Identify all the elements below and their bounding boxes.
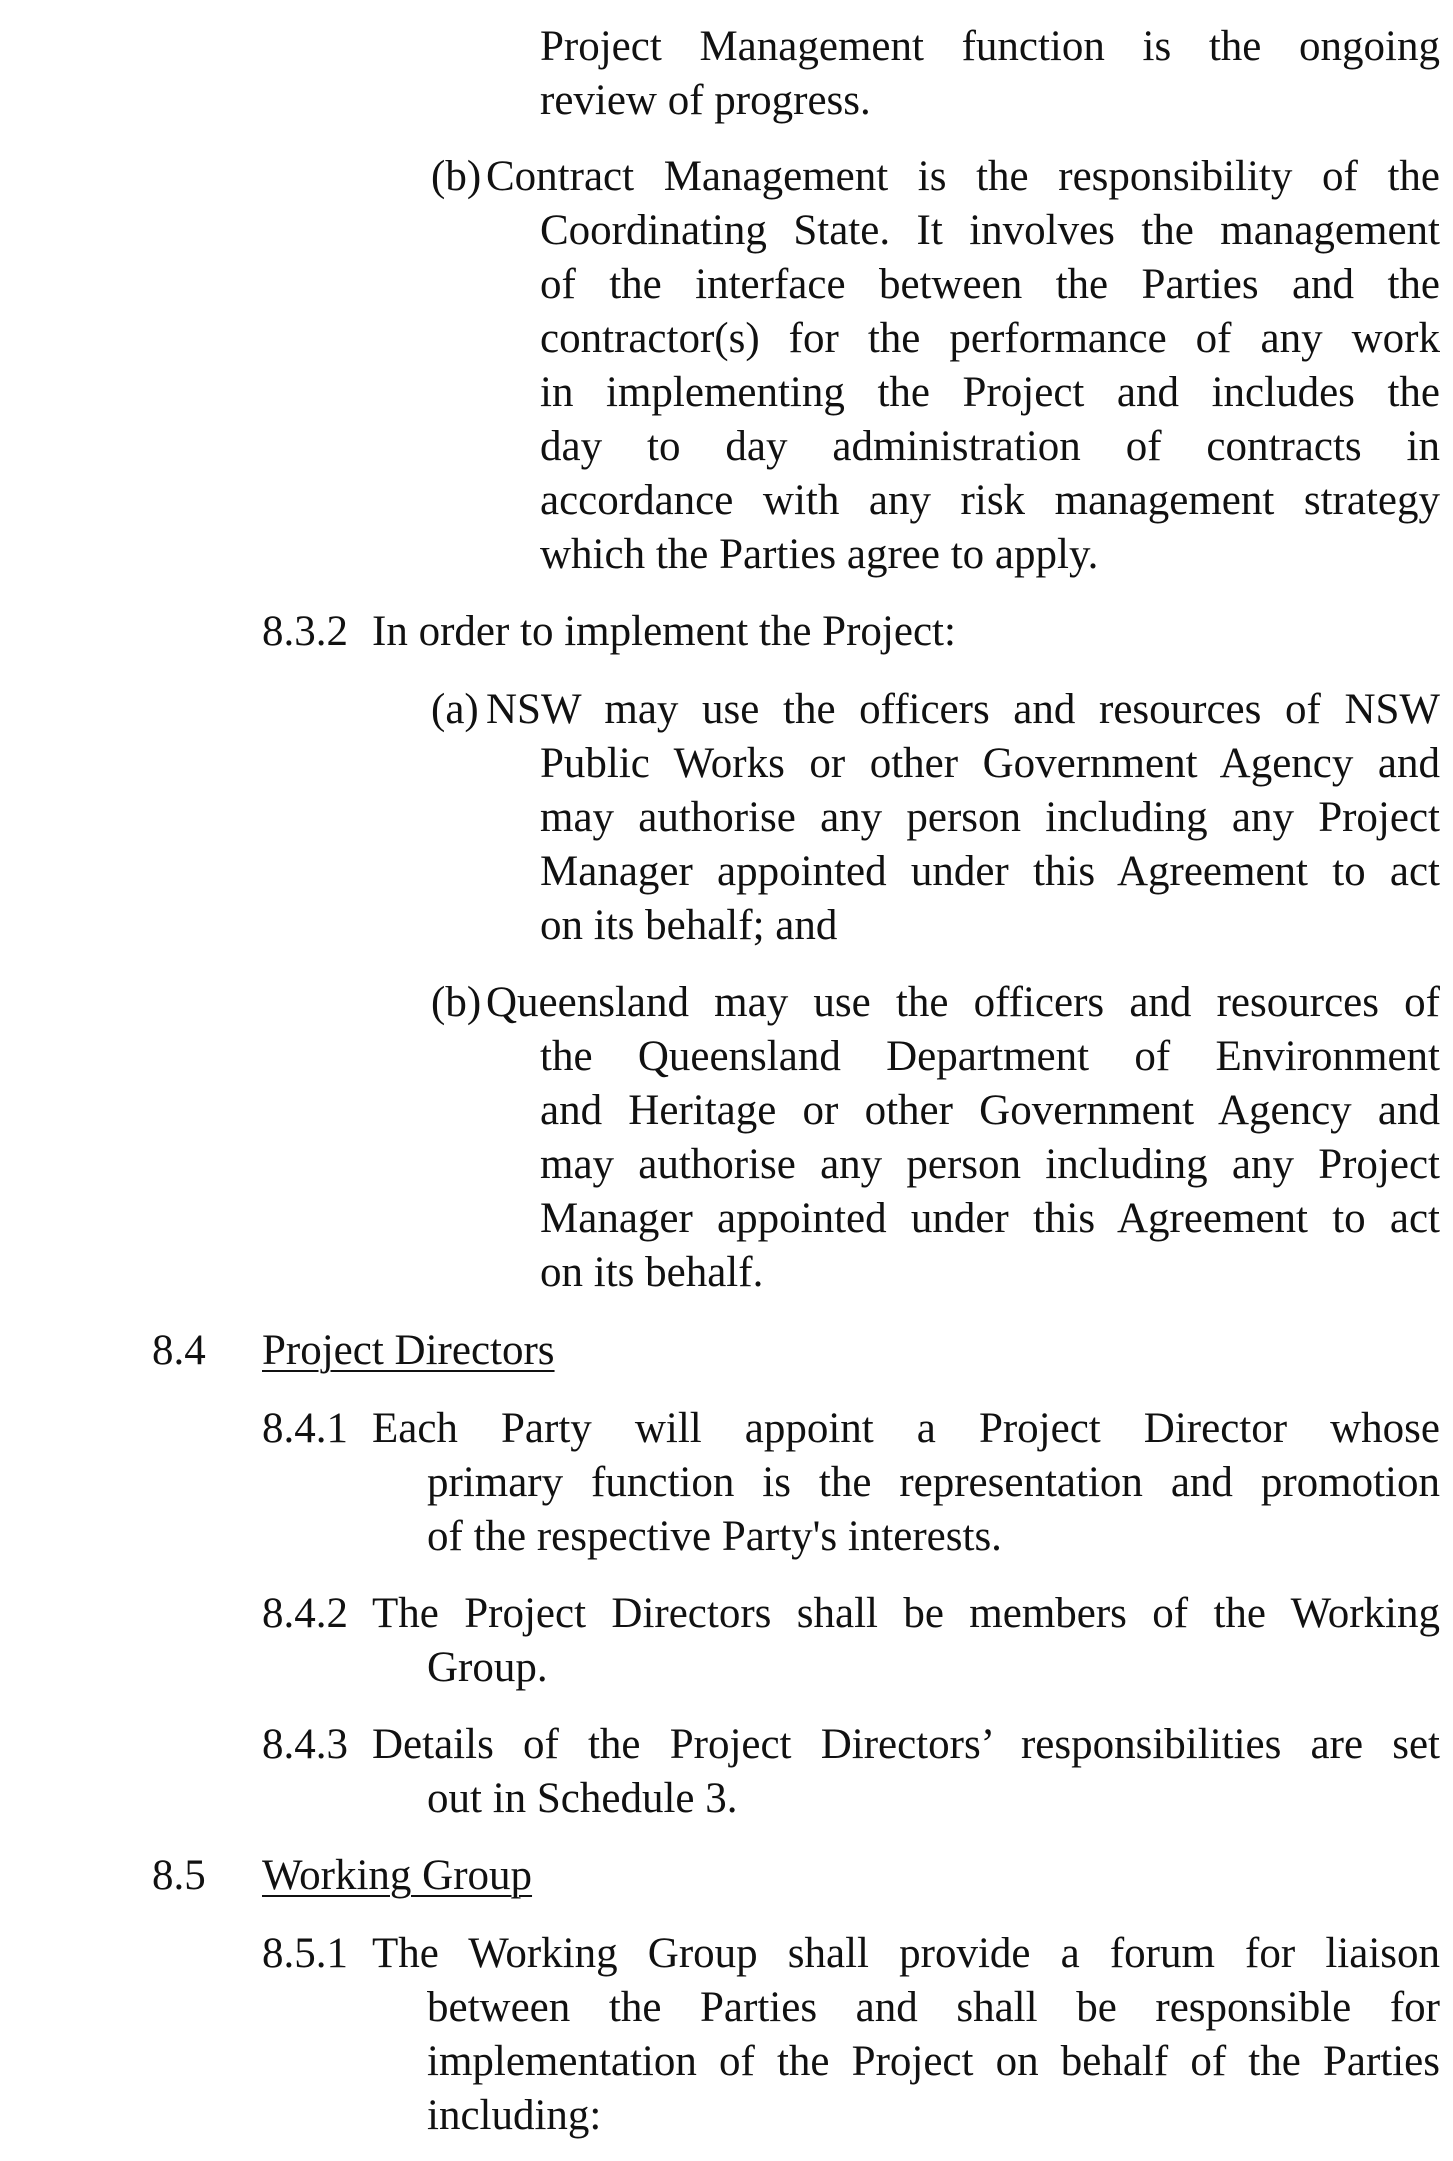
paragraph-line: Each Party will appoint a Project Director whose — [372, 1405, 1440, 1452]
paragraph-line: NSW may use the officers and resources of NSW — [486, 686, 1440, 733]
clause-number: 8.3.2 — [262, 608, 348, 655]
paragraph-line: contractor(s) for the performance of any work — [540, 315, 1440, 362]
item-label: (b) — [431, 153, 482, 200]
paragraph-line: implementation of the Project on behalf of the Parties — [427, 2038, 1440, 2085]
paragraph-line: Details of the Project Directors’ responsibilities are set — [372, 1721, 1440, 1768]
section-heading: Project Directors — [262, 1327, 555, 1374]
paragraph-line: the Queensland Department of Environment — [540, 1033, 1440, 1080]
paragraph-line: primary function is the representation and promotion — [427, 1459, 1440, 1506]
clause-number: 8.5.1 — [262, 1930, 348, 1977]
clause-number: 8.4.1 — [262, 1405, 348, 1452]
paragraph-line: between the Parties and shall be responsible for — [427, 1984, 1440, 2031]
paragraph-line: The Working Group shall provide a forum for liaison — [372, 1930, 1440, 1977]
section-number: 8.4 — [152, 1327, 206, 1374]
clause-text: In order to implement the Project: — [372, 608, 956, 655]
clause-number: 8.4.3 — [262, 1721, 348, 1768]
paragraph-line: Project Management function is the ongoing — [540, 23, 1440, 70]
paragraph-line: Contract Management is the responsibility of the — [486, 153, 1440, 200]
paragraph-line: may authorise any person including any Project — [540, 794, 1440, 841]
paragraph-line: accordance with any risk management strategy — [540, 477, 1440, 524]
paragraph-line: on its behalf. — [540, 1249, 764, 1296]
item-label: (a) — [431, 686, 479, 733]
paragraph-line: and Heritage or other Government Agency and — [540, 1087, 1440, 1134]
paragraph-line: including: — [427, 2092, 602, 2139]
paragraph-line: out in Schedule 3. — [427, 1775, 738, 1822]
paragraph-line: review of progress. — [540, 77, 871, 124]
item-label: (b) — [431, 979, 482, 1026]
paragraph-line: day to day administration of contracts in — [540, 423, 1440, 470]
paragraph-line: in implementing the Project and includes the — [540, 369, 1440, 416]
paragraph-line: The Project Directors shall be members of the Working — [372, 1590, 1440, 1637]
section-heading: Working Group — [262, 1852, 533, 1899]
paragraph-line: may authorise any person including any Project — [540, 1141, 1440, 1188]
section-number: 8.5 — [152, 1852, 206, 1899]
paragraph-line: Manager appointed under this Agreement to act — [540, 1195, 1440, 1242]
paragraph-line: on its behalf; and — [540, 902, 838, 949]
clause-number: 8.4.2 — [262, 1590, 348, 1637]
paragraph-line: Manager appointed under this Agreement to act — [540, 848, 1440, 895]
paragraph-line: Coordinating State. It involves the management — [540, 207, 1440, 254]
paragraph-line: Group. — [427, 1644, 548, 1691]
paragraph-line: which the Parties agree to apply. — [540, 531, 1099, 578]
paragraph-line: Public Works or other Government Agency and — [540, 740, 1440, 787]
paragraph-line: of the respective Party's interests. — [427, 1513, 1002, 1560]
paragraph-line: of the interface between the Parties and the — [540, 261, 1440, 308]
paragraph-line: Queensland may use the officers and resources of — [486, 979, 1440, 1026]
